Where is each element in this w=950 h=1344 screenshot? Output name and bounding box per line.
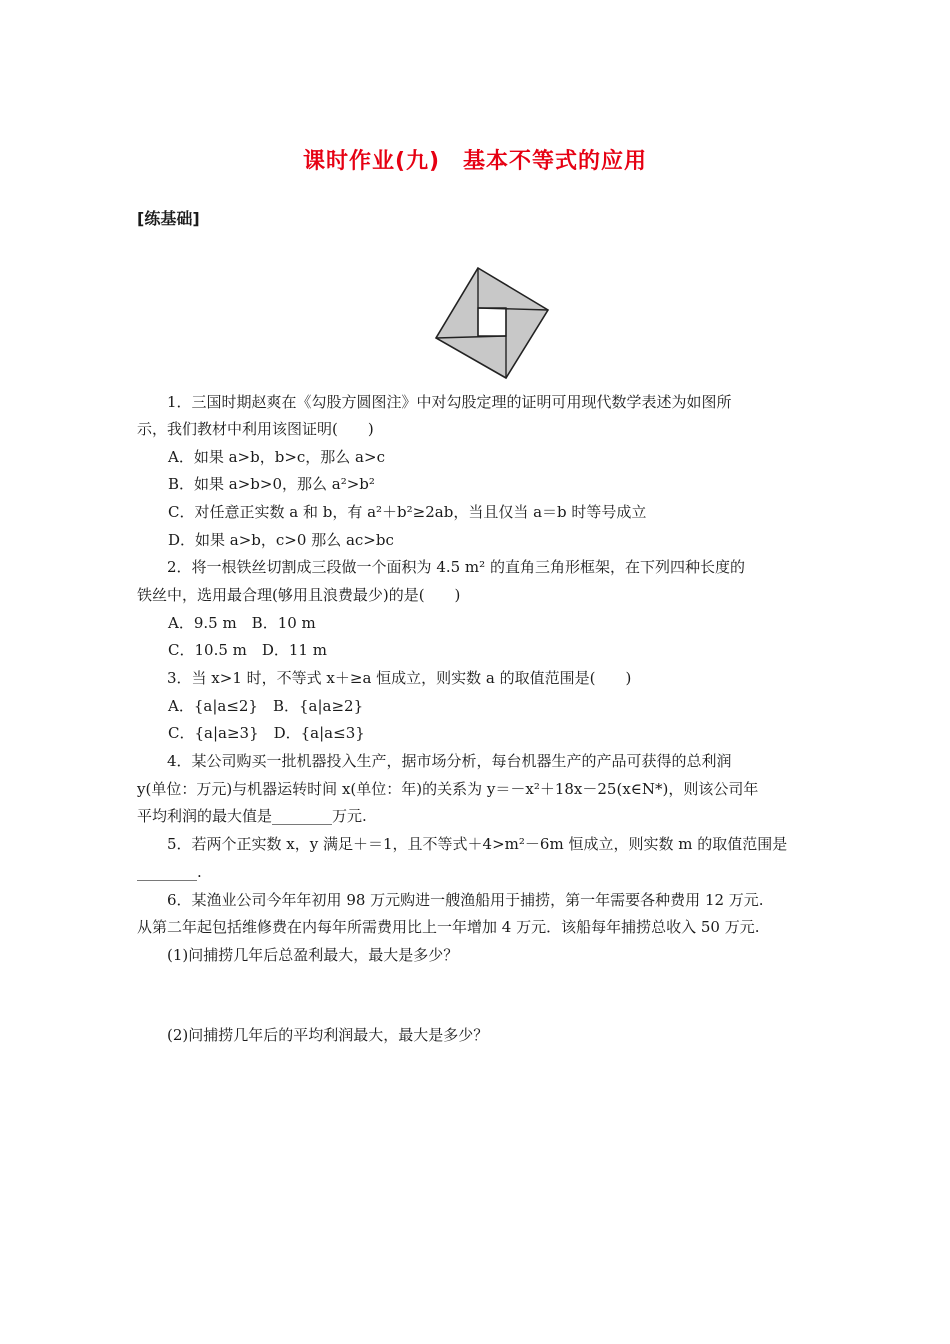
q5-line1: 5．若两个正实数 x，y 满足＋＝1，且不等式＋4>m²－6m 恒成立，则实数 m 的取值范围是 (167, 835, 788, 853)
q6-sub1: (1)问捕捞几年后总盈利最大，最大是多少？ (167, 946, 459, 964)
q1-stem-line2: 示，我们教材中利用该图证明( ) (137, 420, 374, 438)
q1-option-a: A．如果 a>b，b>c，那么 a>c (168, 448, 385, 466)
zhao-shuang-figure (434, 266, 550, 380)
q4-line3: 平均利润的最大值是________万元. (137, 807, 367, 825)
q6-line2: 从第二年起包括维修费在内每年所需费用比上一年增加 4 万元．该船每年捕捞总收入 50 万元. (137, 918, 760, 936)
q2-stem-line2: 铁丝中，选用最合理(够用且浪费最少)的是( ) (137, 586, 461, 604)
q2-options-cd: C．10.5 m D．11 m (168, 641, 327, 659)
q1-option-d: D．如果 a>b，c>0 那么 ac>bc (168, 531, 394, 549)
q5-line2: ________. (137, 863, 202, 881)
q2-stem-line1: 2．将一根铁丝切割成三段做一个面积为 4.5 m² 的直角三角形框架，在下列四种长度的 (167, 558, 745, 576)
q4-line1: 4．某公司购买一批机器投入生产，据市场分析，每台机器生产的产品可获得的总利润 (167, 752, 732, 770)
q2-options-ab: A．9.5 m B．10 m (168, 614, 316, 632)
q4-line2: y(单位：万元)与机器运转时间 x(单位：年)的关系为 y＝－x²＋18x－25(x∈N*)，则该公司年 (137, 780, 759, 798)
q3-stem: 3．当 x>1 时，不等式 x＋≥a 恒成立，则实数 a 的取值范围是( ) (167, 669, 632, 687)
q6-sub2: (2)问捕捞几年后的平均利润最大，最大是多少？ (167, 1026, 489, 1044)
section-label: [练基础] (137, 209, 200, 228)
q1-option-b: B．如果 a>b>0，那么 a²>b² (168, 475, 375, 493)
q3-options-cd: C．{a|a≥3} D．{a|a≤3} (168, 724, 365, 742)
q1-stem-line1: 1．三国时期赵爽在《勾股方圆图注》中对勾股定理的证明可用现代数学表述为如图所 (167, 393, 732, 411)
q3-options-ab: A．{a|a≤2} B．{a|a≥2} (168, 697, 364, 715)
q1-option-c: C．对任意正实数 a 和 b，有 a²＋b²≥2ab，当且仅当 a＝b 时等号成立 (168, 503, 647, 521)
q6-line1: 6．某渔业公司今年年初用 98 万元购进一艘渔船用于捕捞，第一年需要各种费用 12 万元. (167, 891, 764, 909)
page-title: 课时作业(九) 基本不等式的应用 (302, 149, 648, 174)
